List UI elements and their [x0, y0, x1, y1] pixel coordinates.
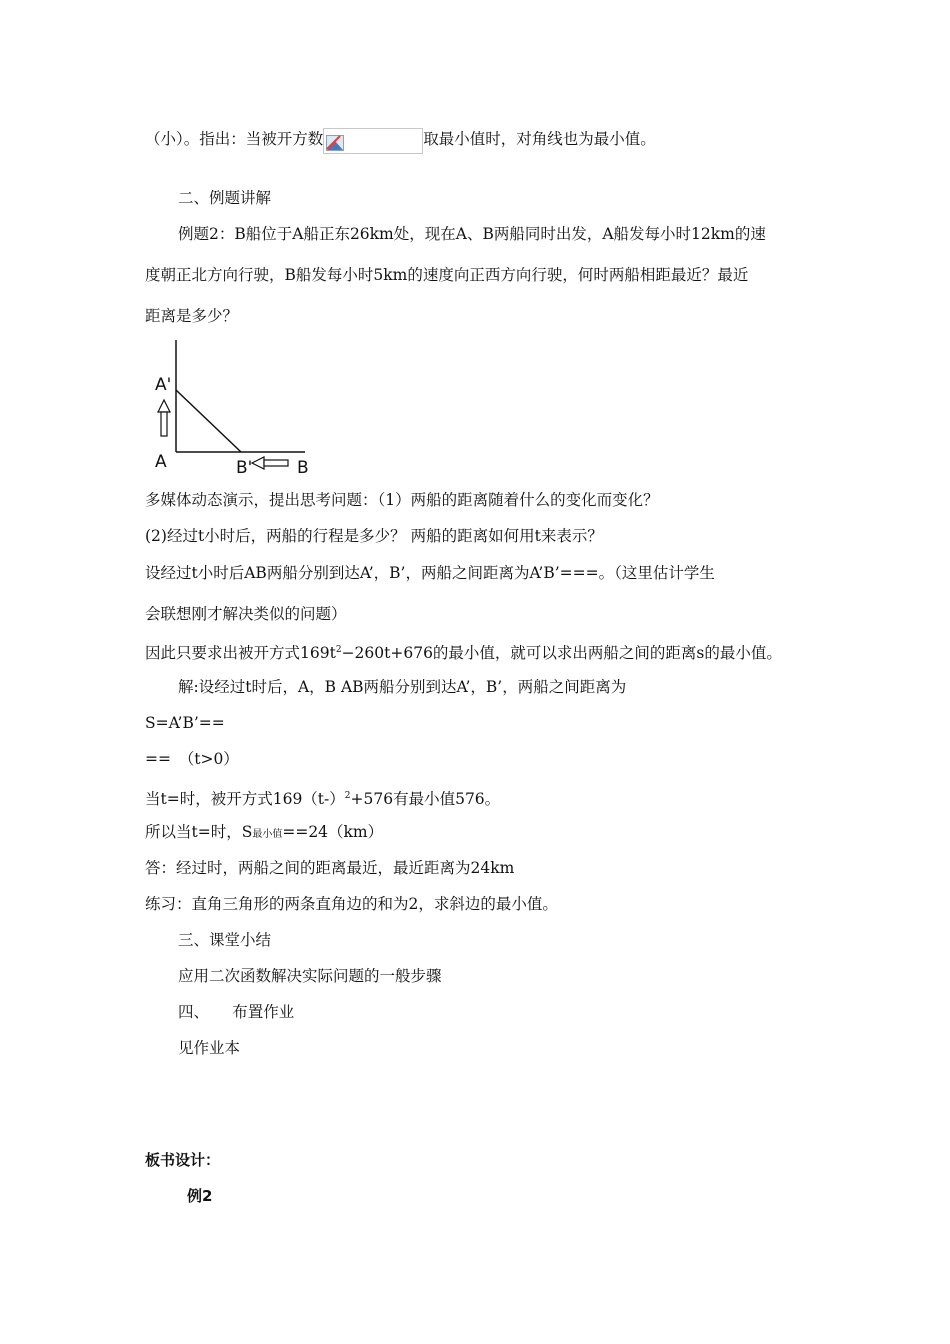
north-arrow-icon [158, 400, 170, 436]
section-heading-examples: 二、例题讲解 [178, 189, 272, 207]
example2-line3: 距离是多少？ [145, 307, 239, 325]
label-b-prime: B' [236, 458, 253, 478]
minimum-value-line: 所以当t=时，S最小值==24（km） [145, 823, 384, 841]
label-a-prime: A' [155, 375, 172, 395]
section-heading-homework: 四、 布置作业 [178, 1003, 295, 1021]
board-design-title: 板书设计： [145, 1151, 221, 1169]
label-a: A [155, 452, 167, 472]
distance-line [176, 390, 241, 452]
homework-text: 见作业本 [178, 1039, 241, 1057]
media-demo-line: 多媒体动态演示，提出思考问题：（1）两船的距离随着什么的变化而变化？ [145, 491, 659, 509]
therefore-line: 因此只要求出被开方式$169t^2-260t+676$的最小值，就可以求出两船之间的距离s的最小值。 [145, 644, 782, 662]
assumption-line1: 设经过t小时后AB两船分别到达A’，B’，两船之间距离为A’B’===。（这里估计学生 [145, 564, 715, 582]
example2-line1: 例题2：B船位于A船正东26km处，现在A、B两船同时出发，A船发每小时12km的速 [178, 225, 766, 243]
section-heading-summary: 三、课堂小结 [178, 931, 272, 949]
minimum-condition-line: 当t=时，被开方式$169(t-)^2+576$有最小值576。 [145, 790, 501, 808]
solution-line: 解:设经过t时后，A，B AB两船分别到达A’，B’，两船之间距离为 [178, 678, 627, 696]
broken-image-icon [326, 135, 344, 151]
radicand-image-placeholder [323, 128, 423, 154]
question2-line: (2)经过t小时后，两船的行程是多少？ 两船的距离如何用t来表示？ [145, 527, 603, 545]
ship-motion-diagram [150, 338, 330, 478]
label-b: B [297, 458, 309, 478]
answer-line: 答：经过时，两船之间的距离最近，最近距离为24km [145, 859, 515, 877]
board-example-label: 例2 [187, 1187, 213, 1205]
summary-text: 应用二次函数解决实际问题的一般步骤 [178, 967, 442, 985]
assumption-line2: 会联想刚才解决类似的问题） [145, 605, 347, 623]
intro-line: （小）。指出：当被开方数 取最小值时，对角线也为最小值。 [145, 128, 656, 154]
west-arrow-icon [252, 457, 288, 469]
distance-formula-line: S=A’B’== [145, 714, 225, 732]
example2-line2: 度朝正北方向行驶，B船发每小时5km的速度向正西方向行驶，何时两船相距最近？最近 [145, 266, 749, 284]
equation-line: == （t>0） [145, 750, 239, 768]
exercise-line: 练习：直角三角形的两条直角边的和为2，求斜边的最小值。 [145, 895, 558, 913]
